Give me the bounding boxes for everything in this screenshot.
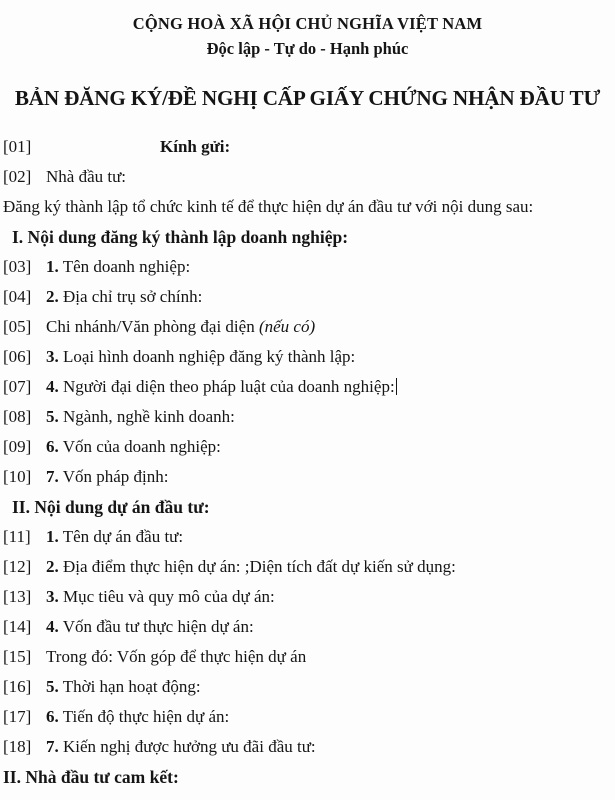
item-text: Tên dự án đầu tư: bbox=[62, 527, 184, 546]
list-item bbox=[3, 552, 611, 582]
item-text: Chi nhánh/Văn phòng đại diện bbox=[46, 317, 255, 336]
item-text: Vốn đầu tư thực hiện dự án: bbox=[62, 617, 254, 636]
section-one-items bbox=[3, 252, 611, 492]
item-number: 1. bbox=[46, 257, 59, 276]
list-item bbox=[3, 252, 611, 282]
row-investor bbox=[3, 162, 611, 192]
field-tag: [18] bbox=[3, 737, 32, 756]
field-label bbox=[46, 642, 611, 672]
field-tag: [10] bbox=[3, 467, 32, 486]
field-tag: [17] bbox=[3, 707, 32, 726]
item-text: Tên doanh nghiệp: bbox=[62, 257, 191, 276]
list-item bbox=[3, 702, 611, 732]
list-item bbox=[3, 282, 611, 312]
item-text: Địa điểm thực hiện dự án: ;Diện tích đất dự kiến sử dụng: bbox=[63, 557, 456, 576]
section-heading-three: II. Nhà đầu tư cam kết: bbox=[3, 767, 179, 787]
field-label bbox=[46, 432, 611, 462]
document-body bbox=[0, 132, 615, 792]
field-label bbox=[46, 402, 611, 432]
list-item bbox=[3, 432, 611, 462]
list-item bbox=[3, 672, 611, 702]
field-tag: [01] bbox=[3, 137, 32, 156]
field-label bbox=[46, 552, 611, 582]
item-number: 6. bbox=[46, 437, 59, 456]
field-label bbox=[46, 732, 611, 762]
document-header bbox=[0, 0, 615, 112]
field-label bbox=[46, 522, 611, 552]
list-item bbox=[3, 462, 611, 492]
list-item bbox=[3, 612, 611, 642]
item-number: 5. bbox=[46, 407, 59, 426]
text-cursor[interactable] bbox=[396, 378, 397, 395]
list-item bbox=[3, 522, 611, 552]
row-recipient bbox=[3, 132, 611, 162]
item-text: Vốn pháp định: bbox=[62, 467, 169, 486]
field-tag: [12] bbox=[3, 557, 32, 576]
section-heading-one: I. Nội dung đăng ký thành lập doanh nghiệp: bbox=[12, 227, 349, 247]
field-tag: [09] bbox=[3, 437, 32, 456]
item-text: Trong đó: Vốn góp để thực hiện dự án bbox=[46, 647, 307, 666]
item-text: Địa chỉ trụ sở chính: bbox=[63, 287, 203, 306]
national-motto: Độc lập - Tự do - Hạnh phúc bbox=[206, 39, 409, 58]
field-tag: [06] bbox=[3, 347, 32, 366]
field-tag: [02] bbox=[3, 167, 32, 186]
page-title: BẢN ĐĂNG KÝ/ĐỀ NGHỊ CẤP GIẤY CHỨNG NHẬN ĐẦU TƯ bbox=[14, 86, 601, 110]
item-number: 4. bbox=[46, 377, 59, 396]
field-label bbox=[46, 312, 611, 342]
item-number: 7. bbox=[46, 467, 59, 486]
field-tag: [13] bbox=[3, 587, 32, 606]
item-number: 6. bbox=[46, 707, 59, 726]
intro-paragraph: Đăng ký thành lập tổ chức kinh tế để thực hiện dự án đầu tư với nội dung sau: bbox=[3, 197, 534, 216]
item-number: 1. bbox=[46, 527, 59, 546]
field-tag: [05] bbox=[3, 317, 32, 336]
field-tag: [04] bbox=[3, 287, 32, 306]
list-item bbox=[3, 372, 611, 402]
field-label bbox=[46, 672, 611, 702]
field-label bbox=[46, 582, 611, 612]
section-two-items bbox=[3, 522, 611, 762]
list-item bbox=[3, 312, 611, 342]
item-text: Ngành, nghề kinh doanh: bbox=[63, 407, 235, 426]
field-label bbox=[46, 462, 611, 492]
list-item bbox=[3, 732, 611, 762]
item-text: Vốn của doanh nghiệp: bbox=[62, 437, 221, 456]
field-tag: [08] bbox=[3, 407, 32, 426]
field-label bbox=[46, 612, 611, 642]
field-tag: [15] bbox=[3, 647, 32, 666]
list-item bbox=[3, 582, 611, 612]
item-number: 7. bbox=[46, 737, 59, 756]
item-text: Tiến độ thực hiện dự án: bbox=[62, 707, 230, 726]
field-label bbox=[46, 282, 611, 312]
field-label bbox=[46, 252, 611, 282]
item-number: 4. bbox=[46, 617, 59, 636]
section-heading-two: II. Nội dung dự án đầu tư: bbox=[12, 497, 210, 517]
list-item bbox=[3, 342, 611, 372]
list-item bbox=[3, 402, 611, 432]
field-tag: [11] bbox=[3, 527, 31, 546]
item-number: 2. bbox=[46, 287, 59, 306]
item-text: Loại hình doanh nghiệp đăng ký thành lập: bbox=[63, 347, 356, 366]
field-tag: [14] bbox=[3, 617, 32, 636]
field-tag: [07] bbox=[3, 377, 32, 396]
field-label bbox=[46, 702, 611, 732]
field-tag: [03] bbox=[3, 257, 32, 276]
item-note: (nếu có) bbox=[258, 317, 316, 336]
list-item bbox=[3, 642, 611, 672]
item-text: Thời hạn hoạt động: bbox=[62, 677, 201, 696]
item-text: Kiến nghị được hưởng ưu đãi đầu tư: bbox=[63, 737, 316, 756]
item-number: 3. bbox=[46, 347, 59, 366]
field-label bbox=[46, 372, 611, 402]
recipient-label: Kính gửi: bbox=[160, 137, 231, 156]
item-number: 2. bbox=[46, 557, 59, 576]
item-text: Mục tiêu và quy mô của dự án: bbox=[63, 587, 275, 606]
national-title: CỘNG HOÀ XÃ HỘI CHỦ NGHĨA VIỆT NAM bbox=[132, 14, 483, 33]
field-tag: [16] bbox=[3, 677, 32, 696]
field-label bbox=[46, 342, 611, 372]
item-text: Người đại diện theo pháp luật của doanh nghiệp: bbox=[63, 377, 395, 396]
item-number: 5. bbox=[46, 677, 59, 696]
item-number: 3. bbox=[46, 587, 59, 606]
investor-label: Nhà đầu tư: bbox=[46, 167, 127, 186]
